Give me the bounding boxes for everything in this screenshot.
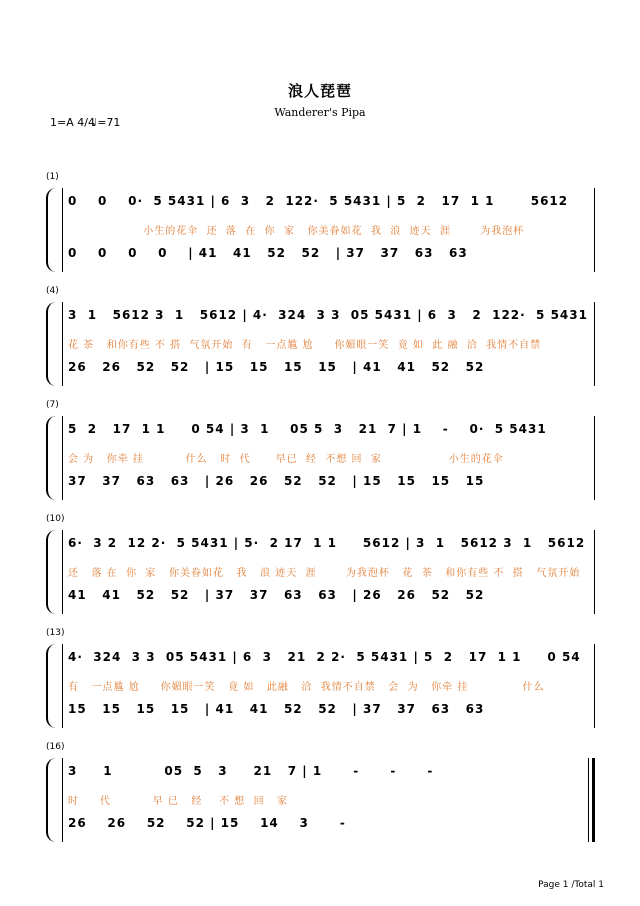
- system-brace: [46, 188, 56, 272]
- accompaniment-line: 41 41 52 52 | 37 37 63 63 | 26 26 52 52: [68, 588, 485, 602]
- melody-line: 0 0 0· 5 5431 | 6 3 2 122· 5 5431 | 5 2 17 1 1 5612: [68, 194, 569, 208]
- measure-number: (1): [46, 172, 59, 182]
- measure-number: (16): [46, 742, 65, 752]
- system-end-barline: [594, 188, 595, 272]
- system-brace: [46, 530, 56, 614]
- accompaniment-line: 26 26 52 52 | 15 14 3 -: [68, 816, 346, 830]
- key-signature: 1=A 4/4: [50, 116, 95, 129]
- final-barline-thin: [588, 758, 589, 842]
- melody-line: 4· 324 3 3 05 5431 | 6 3 21 2 2· 5 5431 | 5 2 17 1 1 0 54: [68, 650, 581, 664]
- lyrics-line: 小生的花伞 还 落 在 你 家 你美眷如花 我 浪 迹天 涯 为我泡杯: [68, 226, 525, 237]
- page-subtitle: Wanderer's Pipa: [274, 106, 366, 119]
- melody-line: 3 1 05 5 3 21 7 | 1 - - -: [68, 764, 434, 778]
- system-brace: [46, 644, 56, 728]
- measure-number: (13): [46, 628, 65, 638]
- melody-line: 3 1 5612 3 1 5612 | 4· 324 3 3 05 5431 | 6 3 2 122· 5 5431: [68, 308, 588, 322]
- system-end-barline: [594, 530, 595, 614]
- system-start-barline: [62, 416, 63, 500]
- lyrics-line: 花 茶 和你有些 不 搭 气氛开始 有 一点尴 尬 你媚眼一笑 竟 如 此 融 洽 我情不自禁: [68, 340, 542, 351]
- score-system: [44, 286, 598, 386]
- measure-number: (7): [46, 400, 59, 410]
- score-system: [44, 172, 598, 272]
- system-brace: [46, 416, 56, 500]
- system-start-barline: [62, 302, 63, 386]
- lyrics-line: 时 代 早 已 经 不 想 回 家: [68, 796, 289, 807]
- measure-number: (4): [46, 286, 59, 296]
- accompaniment-line: 15 15 15 15 | 41 41 52 52 | 37 37 63 63: [68, 702, 485, 716]
- score-system: [44, 400, 598, 500]
- system-brace: [46, 302, 56, 386]
- accompaniment-line: 0 0 0 0 | 41 41 52 52 | 37 37 63 63: [68, 246, 468, 260]
- system-end-barline: [594, 302, 595, 386]
- lyrics-line: 有 一点尴 尬 你媚眼一笑 竟 如 此融 洽 我情不自禁 会 为 你牵 挂 什么: [68, 682, 545, 693]
- accompaniment-line: 26 26 52 52 | 15 15 15 15 | 41 41 52 52: [68, 360, 485, 374]
- score-system: [44, 742, 598, 842]
- system-brace: [46, 758, 56, 842]
- system-start-barline: [62, 188, 63, 272]
- melody-line: 6· 3 2 12 2· 5 5431 | 5· 2 17 1 1 5612 | 3 1 5612 3 1 5612: [68, 536, 586, 550]
- final-barline-thick: [592, 758, 595, 842]
- score-system: [44, 628, 598, 728]
- score-system: [44, 514, 598, 614]
- system-start-barline: [62, 530, 63, 614]
- system-end-barline: [594, 644, 595, 728]
- system-start-barline: [62, 758, 63, 842]
- melody-line: 5 2 17 1 1 0 54 | 3 1 05 5 3 21 7 | 1 - 0· 5 5431: [68, 422, 547, 436]
- tempo-marking: ♩=71: [92, 116, 121, 129]
- accompaniment-line: 37 37 63 63 | 26 26 52 52 | 15 15 15 15: [68, 474, 485, 488]
- page-footer: Page 1 /Total 1: [538, 880, 604, 890]
- lyrics-line: 会 为 你牵 挂 什么 时 代 早已 经 不想 回 家 小生的花伞: [68, 454, 504, 465]
- system-end-barline: [594, 416, 595, 500]
- measure-number: (10): [46, 514, 65, 524]
- page-title: 浪人琵琶: [287, 82, 352, 100]
- lyrics-line: 还 落 在 你 家 你美眷如花 我 浪 迹天 涯 为我泡杯 花 茶 和你有些 不 搭 气氛开始: [68, 568, 581, 579]
- system-start-barline: [62, 644, 63, 728]
